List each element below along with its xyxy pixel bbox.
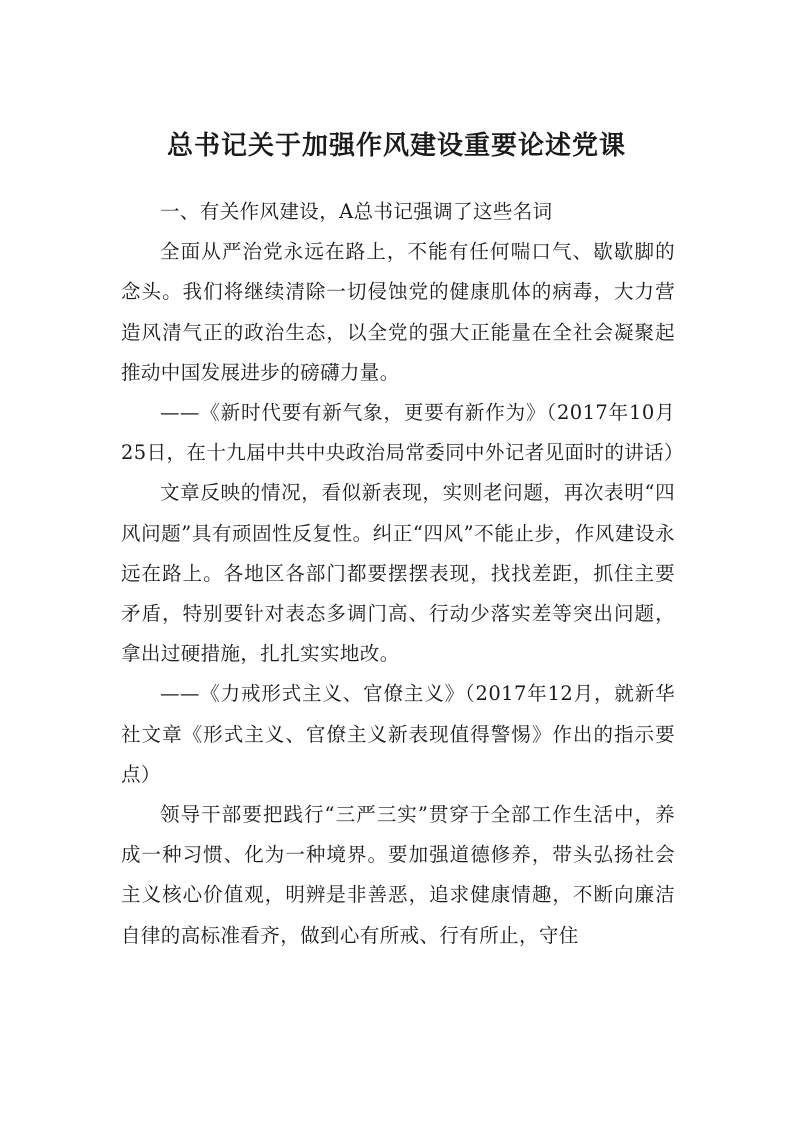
paragraph: 全面从严治党永远在路上，不能有任何喘口气、歇歇脚的念头。我们将继续清除一切侵蚀党的健康肌体的病毒，大力营造风清气正的政治生态，以全党的强大正能量在全社会凝聚起推动中国发展进步的磅礴力量。 <box>121 240 675 384</box>
citation: ——《新时代要有新气象，更要有新作为》（2017年10月25日，在十九届中共中央政治局常委同中外记者见面时的讲话） <box>121 401 684 465</box>
paragraph: 文章反映的情况，看似新表现，实则老问题，再次表明“四风问题”具有顽固性反复性。纠正“四风”不能止步，作风建设永远在路上。各地区各部门都要摆摆表现，找找差距，抓住主要矛盾，特别要针对表态多调门高、行动少落实差等突出问题，拿出过硬措施，扎扎实实地改。 <box>121 481 675 666</box>
paragraph: 领导干部要把践行“三严三实”贯穿于全部工作生活中，养成一种习惯、化为一种境界。要加强道德修养，带头弘扬社会主义核心价值观，明辨是非善恶，追求健康情趣，不断向廉洁自律的高标准看齐，做到心有所戒、行有所止，守住 <box>121 803 675 947</box>
document-title: 总书记关于加强作风建设重要论述党课 <box>166 131 626 161</box>
citation: ——《力戒形式主义、官僚主义》（2017年12月，就新华社文章《形式主义、官僚主义新表现值得警惕》作出的指示要点） <box>121 682 675 786</box>
document-body <box>121 192 684 956</box>
section-heading: 一、有关作风建设，A总书记强调了这些名词 <box>160 200 553 223</box>
